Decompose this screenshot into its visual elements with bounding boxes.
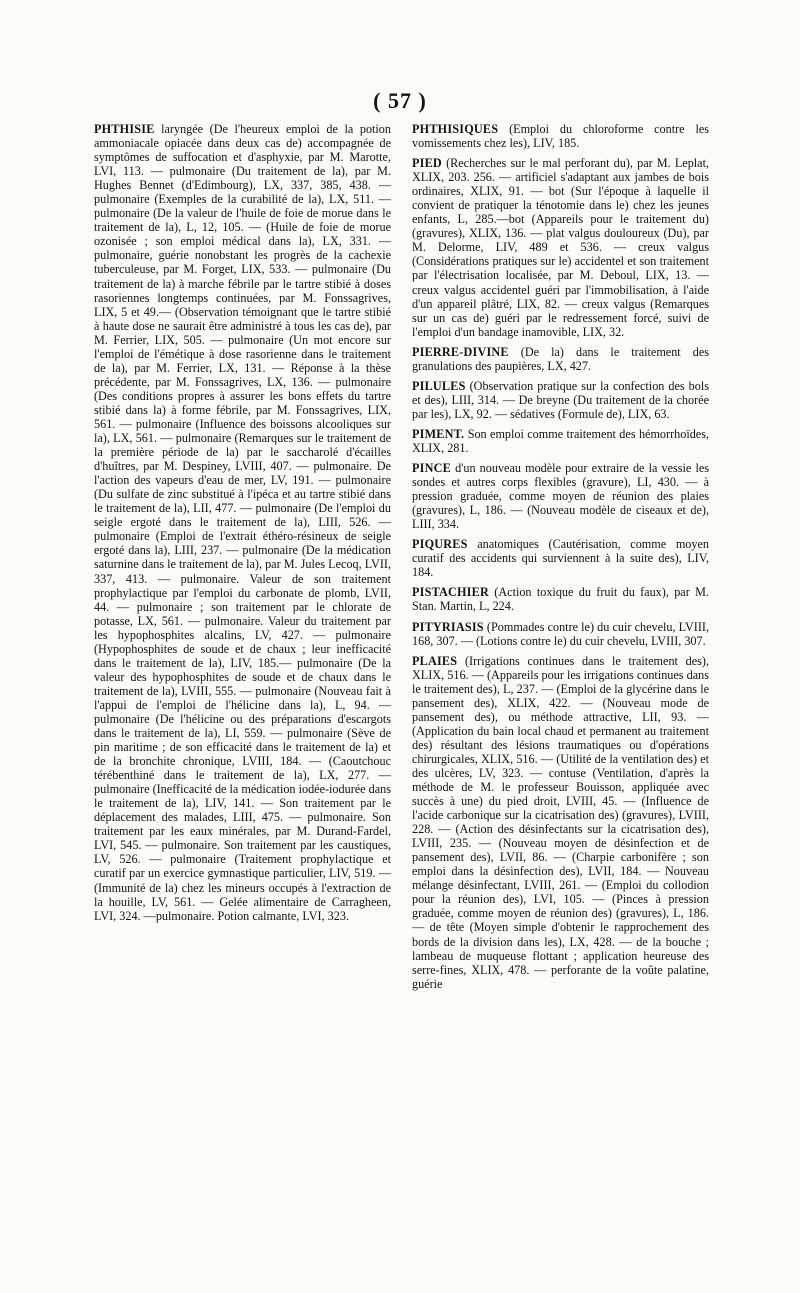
entry-text: (Observation pratique sur la confection des bols et des), LIII, 314. — De breyne (Du traitement de la chorée par les), LX, 92. — sédatives (Formule de), LIX, 63. <box>412 378 709 421</box>
index-entry-pince <box>412 461 709 531</box>
entry-headword: PISTACHIER <box>412 585 489 600</box>
index-entry-phthisiques <box>412 122 709 150</box>
index-entry-plaies <box>412 654 709 991</box>
entry-text: (De la) dans le traitement des granulations des paupières, LX, 427. <box>412 344 709 373</box>
index-entry-phthisie <box>94 122 391 923</box>
entry-headword: PHTHISIQUES <box>412 122 499 136</box>
entry-headword: PITYRIASIS <box>412 619 484 634</box>
entry-headword: PILULES <box>412 378 466 393</box>
entry-text: d'un nouveau modèle pour extraire de la vessie les sondes et autres corps flexibles (gravure), LI, 430. — à pression graduée, comme moyen de réunion des plaies (gravures), L, 186. — (Nouveau modèle de ciseaux et de), LIII, 334. <box>412 461 709 532</box>
page-number: ( 57 ) <box>373 88 427 113</box>
index-entry-pistachier <box>412 585 709 613</box>
index-entry-pierre-divine <box>412 345 709 373</box>
index-entry-piment <box>412 427 709 455</box>
entry-headword: PIMENT. <box>412 426 465 441</box>
entry-text: (Pommades contre le) du cuir chevelu, LVIII, 168, 307. — (Lotions contre le) du cuir chevelu, LVIII, 307. <box>412 619 709 648</box>
index-entry-pied <box>412 156 709 339</box>
left-column <box>94 122 391 929</box>
entry-headword: PLAIES <box>412 653 458 668</box>
index-entry-piqures <box>412 537 709 579</box>
entry-headword: PHTHISIE <box>94 122 155 136</box>
entry-text: Son emploi comme traitement des hémorrhoïdes, XLIX, 281. <box>412 426 709 455</box>
entry-text: laryngée (De l'heureux emploi de la potion ammoniacale opiacée dans deux cas de) accompagnée de symptômes de suffocation et d'asphyxie, par M. Marotte, LVI, 113. — pulmonaire (Du traitement de la), par M. Hughes Bennet (d'Edimbourg), LX, 337, 385, 438. — pulmonaire (Exemples de la curabilité de la), LX, 511. — pulmonaire (De la valeur de l'huile de foie de morue dans le traitement de la), L, 12, 105. — (Huile de foie de morue ozonisée ; son emploi médical dans la), LX, 331. — pulmonaire, guérie nonobstant les progrès de la cachexie tuberculeuse, par M. Forget, LIX, 533. — pulmonaire (Du traitement de la) à marche fébrile par le tartre stibié à doses rasoriennes longtemps continuées, par M. Fonssagrives, LIX, 5 et 49.— (Observation témoignant que le tartre stibié à haute dose ne saurait être administré à tous les cas de), par M. Ferrier, LIX, 505. — pulmonaire (Un mot encore sur l'emploi de l'émétique à dose rasorienne dans le traitement de la), par M. Ferrier, LX, 131. — Réponse à la thèse précédente, par M. Fonssagrives, LX, 136. — pulmonaire (Des conditions propres à assurer les bons effets du tartre stibié dans la) à forme fébrile, par M. Fonssagrives, LIX, 561. — pulmonaire (Influence des boissons alcooliques sur la), LX, 561. — pulmonaire (Remarques sur le traitement de la première période de la) par le saccharolé d'écailles d'huîtres, par M. Despiney, LVIII, 407. — pulmonaire. De l'action des vapeurs d'eau de mer, LV, 191. — pulmonaire (Du sulfate de zinc substitué à l'ipéca et au tartre stibié dans le traitement de la), LII, 477. — pulmonaire (De l'emploi du seigle ergoté dans le traitement de la), LIII, 526. — pulmonaire (Emploi de l'extrait éthéro-résineux de seigle ergoté dans la), LIII, 237. — pulmonaire (De la médication saturnine dans le traitement de la), par M. Jules Lecoq, LVII, 337, 413. — pulmonaire. Valeur de son traitement prophylactique par l'emploi du carbonate de plomb, LVII, 44. — pulmonaire ; son traitement par le chlorate de potasse, LX, 561. — pulmonaire. Valeur du traitement par les hypophosphites alcalins, LV, 427. — pulmonaire (Hypophosphites de soude et de chaux ; leur inefficacité dans le traitement de la), LIV, 185.— pulmonaire (De la valeur des hypophosphites de soude et de chaux dans le traitement de la), LVIII, 555. — pulmonaire (Nouveau fait à l'appui de l'emploi de l'hélicine dans la), L, 94. — pulmonaire (De l'hélicine ou des préparations d'escargots dans le traitement de la), LI, 559. — pulmonaire (Sève de pin maritime ; de son efficacité dans le traitement de la) et de la bronchite chronique, LVIII, 184. — (Caoutchouc térébenthiné dans le traitement de la), LX, 277. — pulmonaire (Inefficacité de la médication iodée-iodurée dans le traitement de la), LIV, 141. — Son traitement par le déplacement des malades, LIII, 475. — pulmonaire. Son traitement par les eaux minérales, par M. Durand-Fardel, LVI, 545. — pulmonaire. Son traitement par les caustiques, LV, 526. — pulmonaire (Traitement prophylactique et curatif par un exercice gymnastique particulier, LIV, 519. — (Immunité de la) chez les mineurs occupés à l'extraction de la houille, LV, 561. — Gelée alimentaire de Carragheen, LVI, 324. —pulmonaire. Potion calmante, LVI, 323. <box>94 122 391 923</box>
index-entry-pilules <box>412 379 709 421</box>
entry-text: (Action toxique du fruit du faux), par M. Stan. Martin, L, 224. <box>412 585 709 614</box>
index-entry-pityriasis <box>412 620 709 648</box>
entry-text: (Recherches sur le mal perforant du), par M. Leplat, XLIX, 203. 256. — artificiel s'adaptant aux jambes de bois ordinaires, XLIX, 91. — bot (Sur l'époque à laquelle il convient de pratiquer la ténotomie dans le) chez les jeunes enfants, L, 285.—bot (Appareils pour le traitement du) (gravures), XLIX, 136. — plat valgus douloureux (Du), par M. Delorme, LIV, 489 et 536. — creux valgus (Considérations pratiques sur le) accidentel et son traitement par l'électrisation localisée, par M. Deboul, LIX, 13. — creux valgus accidentel guéri par l'immobilisation, à l'aide d'un appareil plâtré, LIX, 82. — creux valgus (Remarques sur un cas de) guéri par le redressement forcé, suivi de l'emploi d'un bandage inamovible, LIX, 32. <box>412 156 710 339</box>
entry-text: (Irrigations continues dans le traitement des), XLIX, 516. — (Appareils pour les irrigations continues dans le traitement des), L, 237. — (Emploi de la glycérine dans le pansement des), XLIX, 422. — (Nouveau mode de pansement des), ou méthode attractive, LII, 93. — (Application du bain local chaud et permanent au traitement des) résultant des lésions traumatiques ou d'opérations chirurgicales, XLIX, 516. — (Utilité de la ventilation des) et des ulcères, LV, 323. — contuse (Ventilation, d'après la méthode de M. le professeur Bouisson, appliquée avec succès à une) du pied droit, LVIII, 45. — (Influence de l'acide carbonique sur la cicatrisation des) (gravures), LVIII, 228. — (Action des désinfectants sur la cicatrisation des), LVIII, 235. — (Nouveau moyen de désinfection et de pansement des), LVII, 86. — (Charpie carbonifère ; son emploi dans la désinfection des), LVII, 184. — Nouveau mélange désinfectant, LVIII, 261. — (Emploi du collodion pour la réunion des), LVI, 105. — (Pinces à pression graduée, comme moyen de réunion des) (gravures), L, 186. — de tête (Moyen simple d'obtenir le rapprochement des bords de la division dans les), LX, 428. — de la bouche ; lambeau de muqueuse flottant ; application heureuse des serre-fines, XLIX, 478. — perforante de la voûte palatine, guérie <box>412 653 710 991</box>
entry-headword: PIERRE-DIVINE <box>412 344 509 359</box>
entry-text: anatomiques (Cautérisation, comme moyen curatif des accidents qui surviennent à la suite des), LIV, 184. <box>412 537 709 580</box>
right-column <box>412 122 709 997</box>
entry-text: (Emploi du chloroforme contre les vomissements chez les), LIV, 185. <box>412 122 709 151</box>
entry-headword: PIQURES <box>412 537 468 552</box>
entry-headword: PIED <box>412 156 442 171</box>
entry-headword: PINCE <box>412 461 451 476</box>
